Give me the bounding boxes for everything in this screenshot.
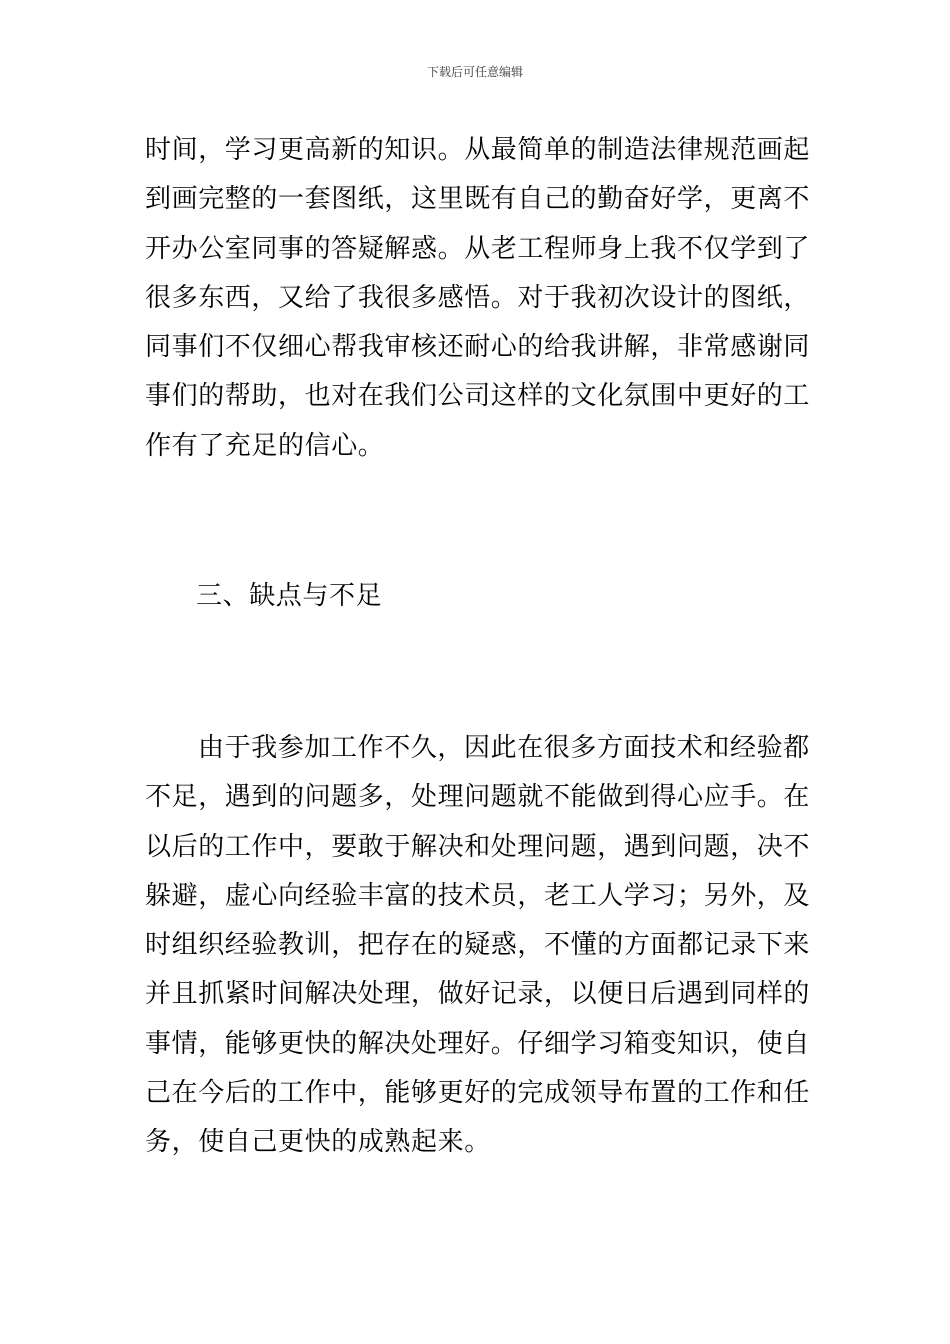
paragraph-line: 并且抓紧时间解决处理，做好记录，以便日后遇到同样的 — [145, 979, 811, 1010]
paragraph-learning — [145, 126, 809, 471]
paragraph-line: 时组织经验教训，把存在的疑惑，不懂的方面都记录下来 — [145, 930, 811, 961]
paragraph-line: 很多东西，又给了我很多感悟。对于我初次设计的图纸， — [145, 282, 811, 313]
paragraph-shortcomings — [145, 724, 809, 1168]
paragraph-line: 不足，遇到的问题多，处理问题就不能做到得心应手。在 — [145, 782, 811, 813]
paragraph-line: 开办公室同事的答疑解惑。从老工程师身上我不仅学到了 — [145, 233, 811, 264]
paragraph-line: 务，使自己更快的成熟起来。 — [145, 1127, 491, 1158]
paragraph-line: 到画完整的一套图纸，这里既有自己的勤奋好学，更离不 — [145, 184, 811, 215]
paragraph-line-first: 由于我参加工作不久，因此在很多方面技术和经验都 — [198, 733, 810, 763]
paragraph-line: 事们的帮助，也对在我们公司这样的文化氛围中更好的工 — [145, 381, 811, 412]
paragraph-line: 以后的工作中，要敢于解决和处理问题，遇到问题，决不 — [145, 831, 811, 862]
page-header-caption: 下载后可任意编辑 — [426, 65, 523, 79]
paragraph-line: 时间，学习更高新的知识。从最简单的制造法律规范画起 — [145, 135, 811, 165]
paragraph-line: 躲避，虚心向经验丰富的技术员，老工人学习；另外，及 — [145, 880, 811, 911]
paragraph-line: 同事们不仅细心帮我审核还耐心的给我讲解，非常感谢同 — [145, 332, 811, 363]
paragraph-line: 己在今后的工作中，能够更好的完成领导布置的工作和任 — [145, 1078, 811, 1109]
section-heading-wrapper — [196, 574, 382, 618]
paragraph-line: 事情，能够更快的解决处理好。仔细学习箱变知识，使自 — [145, 1028, 811, 1059]
paragraph-line: 作有了充足的信心。 — [145, 430, 385, 461]
section-heading: 三、缺点与不足 — [196, 581, 383, 611]
